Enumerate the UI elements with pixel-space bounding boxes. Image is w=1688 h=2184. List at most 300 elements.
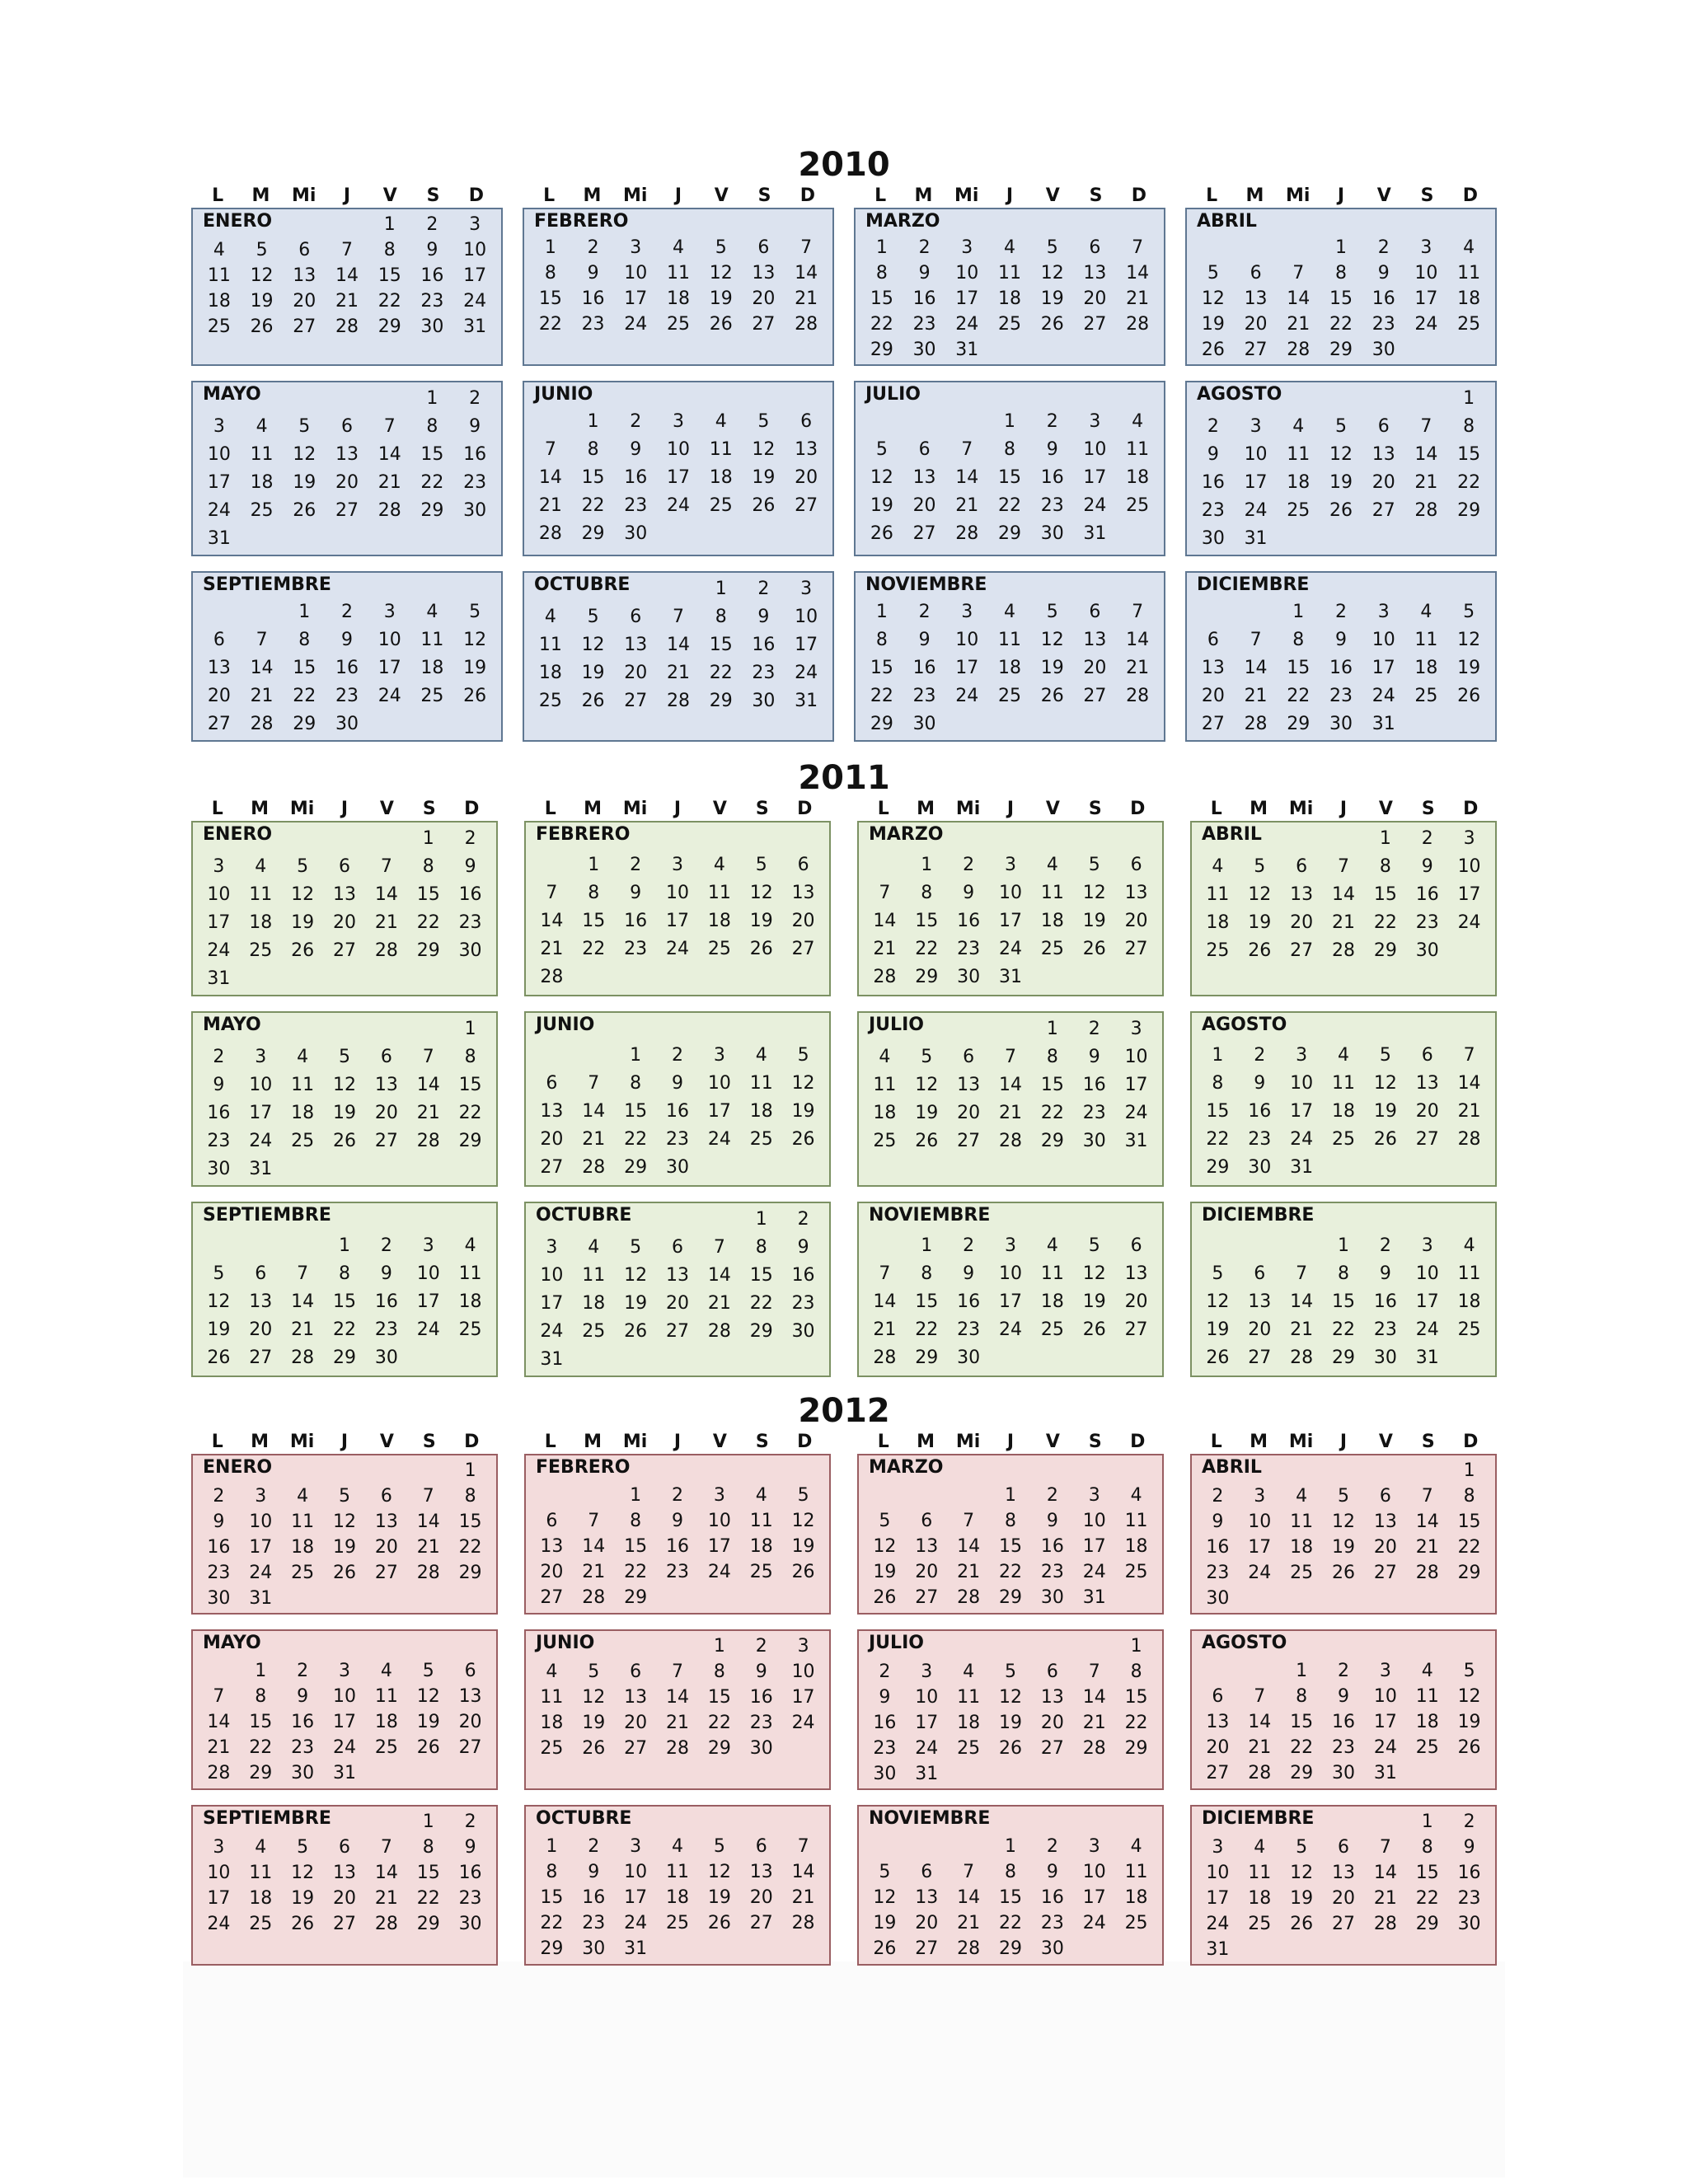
day-number: 16: [1415, 884, 1439, 905]
day-number: 20: [915, 1562, 939, 1582]
day-number: 10: [998, 883, 1022, 903]
day-number: 17: [1414, 288, 1438, 309]
day-number: 19: [752, 467, 776, 488]
day-number: 10: [791, 1661, 815, 1682]
day-number: 7: [340, 240, 353, 260]
day-number: 26: [293, 500, 316, 521]
day-grid: [531, 1834, 824, 1961]
empty-cell: [657, 1206, 699, 1234]
day-number: 30: [912, 714, 936, 734]
empty-cell: [1197, 1658, 1239, 1684]
day-number: 13: [1373, 1511, 1397, 1532]
day-number: 3: [961, 602, 973, 622]
day-number: 20: [293, 291, 316, 312]
day-number: 3: [255, 1486, 267, 1507]
day-number: 12: [1329, 444, 1353, 465]
day-number: 29: [1124, 1738, 1148, 1759]
day-number: 14: [998, 1075, 1022, 1095]
day-number: 22: [998, 1913, 1022, 1933]
day-number: 14: [582, 1536, 606, 1557]
day-number: 6: [755, 1836, 767, 1857]
day-number: 6: [918, 439, 931, 460]
day-number: 6: [1337, 1837, 1349, 1858]
day-number: 16: [1082, 1075, 1106, 1095]
day-number: 16: [582, 1887, 606, 1908]
day-number: 17: [1248, 1537, 1272, 1558]
day-number: 3: [1420, 237, 1432, 258]
day-number: 10: [624, 1862, 648, 1882]
day-number: 10: [955, 263, 979, 284]
day-number: 31: [463, 316, 487, 337]
day-number: 3: [1089, 411, 1101, 432]
day-number: 22: [1457, 472, 1481, 493]
weekday-label: S: [1420, 185, 1434, 206]
day-number: 10: [207, 884, 231, 905]
day-number: 5: [338, 1486, 350, 1507]
day-number: 14: [1244, 658, 1268, 678]
day-number: 2: [426, 214, 438, 235]
day-number: 2: [755, 1636, 767, 1657]
day-number: 12: [1040, 263, 1064, 284]
day-number: 5: [256, 240, 268, 260]
weekday-label: V: [1378, 799, 1393, 819]
day-number: 28: [377, 500, 401, 521]
day-number: 10: [707, 1073, 731, 1094]
day-number: 2: [879, 1661, 891, 1682]
day-number: 9: [464, 1837, 476, 1858]
day-number: 16: [1040, 1887, 1064, 1908]
day-number: 22: [1206, 1129, 1230, 1150]
month-name: MARZO: [869, 1457, 944, 1478]
day-number: 27: [1083, 686, 1107, 706]
day-number: 12: [1206, 1291, 1230, 1312]
day-number: 2: [918, 602, 931, 622]
month-column: [523, 185, 834, 742]
day-number: 5: [715, 237, 727, 258]
day-number: 3: [671, 855, 683, 875]
day-number: 9: [757, 607, 770, 627]
day-number: 30: [458, 940, 482, 961]
day-number: 26: [870, 523, 893, 544]
day-number: 30: [749, 1738, 773, 1759]
day-number: 27: [540, 1587, 564, 1608]
empty-cell: [1406, 1458, 1448, 1483]
day-number: 3: [1130, 1019, 1142, 1039]
day-number: 24: [998, 1319, 1022, 1340]
day-number: 21: [1373, 1888, 1397, 1909]
day-number: 3: [338, 1661, 350, 1681]
empty-cell: [1192, 598, 1235, 626]
weekday-label: L: [1206, 185, 1218, 206]
day-number: 17: [915, 1713, 939, 1733]
day-number: 9: [213, 1511, 225, 1532]
day-number: 31: [955, 340, 979, 360]
day-number: 20: [1290, 912, 1314, 933]
day-number: 20: [335, 472, 359, 493]
weekday-label: J: [340, 1432, 349, 1452]
day-number: 2: [297, 1661, 309, 1681]
day-number: 21: [582, 1562, 606, 1582]
day-number: 25: [540, 1738, 564, 1759]
day-number: 1: [422, 828, 434, 849]
day-number: 9: [755, 1661, 767, 1682]
day-grid: [1197, 1809, 1490, 1962]
month-box: [854, 208, 1165, 366]
day-number: 10: [624, 263, 648, 284]
day-number: 22: [332, 1319, 356, 1340]
day-number: 10: [915, 1687, 939, 1708]
day-number: 2: [963, 1235, 975, 1256]
day-grid: [1192, 598, 1490, 738]
day-number: 24: [249, 1131, 273, 1151]
day-number: 25: [997, 686, 1021, 706]
day-number: 29: [915, 1347, 939, 1368]
weekday-label: M: [251, 185, 270, 206]
day-number: 21: [335, 291, 359, 312]
empty-cell: [198, 1658, 240, 1684]
day-number: 11: [1287, 444, 1311, 465]
day-number: 5: [1337, 1486, 1349, 1507]
day-number: 9: [380, 1263, 392, 1284]
empty-cell: [948, 1483, 990, 1508]
day-number: 5: [797, 1485, 809, 1506]
day-number: 1: [426, 388, 438, 409]
day-number: 22: [749, 1293, 773, 1314]
day-number: 16: [665, 1101, 689, 1122]
day-number: 17: [1124, 1075, 1148, 1095]
day-number: 15: [540, 1887, 564, 1908]
day-number: 26: [416, 1737, 440, 1758]
day-number: 8: [1379, 856, 1391, 877]
day-number: 19: [1373, 1101, 1397, 1122]
day-grid: [1197, 1658, 1490, 1786]
day-number: 27: [1244, 340, 1268, 360]
day-number: 20: [1372, 472, 1395, 493]
day-number: 1: [544, 237, 556, 258]
empty-cell: [864, 1232, 906, 1260]
day-number: 25: [291, 1131, 315, 1151]
day-number: 24: [1206, 1914, 1230, 1934]
day-number: 15: [1290, 1712, 1314, 1732]
day-number: 7: [1254, 1686, 1266, 1707]
day-number: 15: [870, 658, 893, 678]
day-number: 23: [1373, 1319, 1397, 1340]
day-grid: [531, 851, 824, 991]
day-number: 1: [546, 1836, 558, 1857]
day-number: 22: [624, 1562, 648, 1582]
day-number: 10: [707, 1511, 731, 1531]
day-number: 20: [332, 912, 356, 933]
day-number: 1: [713, 1636, 725, 1657]
day-number: 2: [587, 237, 599, 258]
day-number: 30: [1329, 714, 1353, 734]
day-number: 8: [1004, 1862, 1016, 1882]
day-number: 1: [1379, 828, 1391, 849]
day-number: 17: [1373, 1712, 1397, 1732]
day-number: 3: [1004, 855, 1016, 875]
day-number: 13: [1040, 1687, 1064, 1708]
day-number: 24: [624, 1913, 648, 1933]
day-number: 21: [955, 495, 979, 516]
day-number: 22: [540, 1913, 564, 1933]
day-number: 13: [1244, 288, 1268, 309]
weekday-label: M: [914, 185, 933, 206]
day-number: 21: [1244, 686, 1268, 706]
day-number: 11: [1415, 1686, 1439, 1707]
day-number: 7: [256, 630, 268, 650]
empty-cell: [1277, 385, 1320, 413]
day-number: 31: [1372, 714, 1395, 734]
day-number: 18: [207, 291, 231, 312]
month-box: [191, 1202, 498, 1377]
empty-cell: [1405, 385, 1448, 413]
day-number: 7: [213, 1686, 225, 1707]
day-number: 19: [332, 1537, 356, 1558]
day-number: 9: [1046, 439, 1058, 460]
day-number: 14: [665, 1687, 689, 1708]
day-number: 27: [374, 1563, 398, 1583]
day-number: 29: [416, 1914, 440, 1934]
day-number: 24: [998, 939, 1022, 959]
day-number: 15: [377, 265, 401, 286]
day-number: 3: [1421, 1235, 1433, 1256]
day-number: 11: [709, 439, 733, 460]
day-number: 8: [546, 1862, 558, 1882]
empty-cell: [365, 1458, 407, 1483]
day-number: 3: [1296, 1045, 1308, 1066]
day-number: 29: [998, 1938, 1022, 1959]
day-number: 14: [1373, 1863, 1397, 1883]
day-number: 21: [957, 1913, 981, 1933]
weekday-label: J: [1006, 799, 1015, 819]
month-name: OCTUBRE: [534, 574, 631, 595]
weekday-label: J: [674, 185, 682, 206]
day-number: 3: [546, 1237, 558, 1258]
weekday-label: D: [464, 799, 480, 819]
day-number: 15: [1457, 444, 1481, 465]
day-number: 24: [207, 1914, 231, 1934]
day-number: 12: [749, 883, 773, 903]
day-number: 22: [1331, 1319, 1355, 1340]
day-number: 1: [1004, 1485, 1016, 1506]
day-number: 18: [1287, 472, 1311, 493]
day-number: 25: [957, 1738, 981, 1759]
day-number: 13: [332, 884, 356, 905]
day-number: 26: [1206, 1347, 1230, 1368]
weekday-label: S: [1421, 799, 1435, 819]
day-number: 27: [912, 523, 936, 544]
day-number: 27: [752, 314, 776, 335]
month-name: MARZO: [869, 824, 944, 845]
day-number: 23: [582, 1913, 606, 1933]
day-number: 4: [963, 1661, 975, 1682]
day-number: 7: [671, 1661, 683, 1682]
day-number: 8: [1130, 1661, 1142, 1682]
day-number: 18: [997, 288, 1021, 309]
day-number: 10: [1206, 1863, 1230, 1883]
day-number: 25: [1415, 1737, 1439, 1758]
day-number: 19: [291, 912, 315, 933]
day-number: 20: [1083, 658, 1107, 678]
day-number: 30: [1040, 523, 1064, 544]
day-number: 27: [249, 1347, 273, 1368]
day-number: 20: [1248, 1319, 1272, 1340]
day-number: 7: [1132, 237, 1144, 258]
day-number: 11: [582, 1265, 606, 1286]
month-name: OCTUBRE: [536, 1205, 632, 1226]
day-number: 25: [1457, 1319, 1481, 1340]
day-number: 4: [256, 416, 268, 437]
day-number: 26: [1040, 314, 1064, 335]
day-number: 14: [1415, 1511, 1439, 1532]
day-number: 29: [709, 691, 733, 711]
weekday-label: S: [1088, 1432, 1102, 1452]
day-number: 25: [666, 314, 690, 335]
day-number: 4: [755, 1045, 767, 1066]
empty-cell: [407, 1015, 449, 1043]
day-grid: [1197, 1232, 1490, 1372]
weekday-label: S: [1088, 799, 1102, 819]
weekday-header-row: [191, 798, 498, 821]
day-number: 30: [624, 523, 648, 544]
day-number: 2: [671, 1485, 683, 1506]
month-column: [1185, 185, 1497, 742]
day-number: 6: [1421, 1045, 1433, 1066]
day-number: 2: [630, 855, 642, 875]
day-number: 5: [1463, 602, 1475, 622]
day-number: 26: [1248, 940, 1272, 961]
day-number: 14: [416, 1075, 440, 1095]
day-number: 30: [1248, 1157, 1272, 1178]
day-number: 3: [1379, 1661, 1391, 1681]
day-number: 16: [1329, 658, 1353, 678]
day-grid: [1192, 235, 1490, 363]
day-number: 9: [879, 1687, 891, 1708]
day-number: 10: [1290, 1073, 1314, 1094]
day-number: 24: [1082, 1562, 1106, 1582]
day-number: 4: [464, 1235, 476, 1256]
weekday-label: L: [544, 1432, 556, 1452]
day-number: 20: [458, 1712, 482, 1732]
day-number: 28: [291, 1347, 315, 1368]
day-number: 10: [463, 240, 487, 260]
day-number: 23: [1040, 495, 1064, 516]
month-box: [523, 381, 834, 556]
day-number: 22: [458, 1103, 482, 1123]
day-number: 21: [538, 495, 562, 516]
day-number: 4: [546, 1661, 558, 1682]
empty-cell: [698, 1206, 740, 1234]
day-number: 27: [957, 1131, 981, 1151]
day-number: 1: [875, 602, 888, 622]
year-block-2010: [191, 147, 1497, 742]
day-number: 25: [1124, 1562, 1148, 1582]
day-number: 20: [1124, 1291, 1148, 1312]
day-number: 16: [1040, 1536, 1064, 1557]
empty-cell: [326, 212, 368, 237]
day-number: 19: [998, 1713, 1022, 1733]
day-number: 26: [624, 1321, 648, 1342]
weekday-label: Mi: [955, 1432, 981, 1452]
day-number: 9: [1379, 1263, 1391, 1284]
day-number: 12: [873, 1887, 897, 1908]
day-number: 5: [298, 416, 311, 437]
day-number: 15: [1373, 884, 1397, 905]
day-number: 13: [458, 1686, 482, 1707]
day-number: 7: [422, 1047, 434, 1067]
day-number: 13: [624, 635, 648, 655]
day-number: 23: [912, 686, 936, 706]
day-number: 27: [332, 940, 356, 961]
day-number: 26: [1040, 686, 1064, 706]
day-number: 30: [791, 1321, 815, 1342]
day-number: 10: [249, 1511, 273, 1532]
day-number: 20: [249, 1319, 273, 1340]
weekday-label: V: [1045, 799, 1060, 819]
empty-cell: [324, 1458, 366, 1483]
day-number: 8: [1463, 416, 1475, 437]
empty-cell: [573, 1483, 615, 1508]
day-number: 1: [422, 1811, 434, 1832]
day-number: 25: [997, 314, 1021, 335]
month-name: JUNIO: [534, 384, 593, 405]
day-number: 24: [666, 495, 690, 516]
day-number: 13: [1201, 658, 1225, 678]
day-number: 24: [795, 663, 818, 683]
day-number: 23: [463, 472, 487, 493]
day-number: 20: [624, 1713, 648, 1733]
day-number: 8: [630, 1511, 642, 1531]
day-number: 30: [420, 316, 444, 337]
empty-cell: [283, 212, 326, 237]
day-number: 3: [1088, 1836, 1100, 1857]
day-number: 1: [1337, 1235, 1349, 1256]
day-number: 18: [749, 1101, 773, 1122]
day-number: 25: [582, 1321, 606, 1342]
day-number: 25: [707, 939, 731, 959]
day-number: 22: [707, 1713, 731, 1733]
day-number: 24: [377, 686, 401, 706]
day-number: 2: [1254, 1045, 1266, 1066]
day-number: 23: [335, 686, 359, 706]
day-number: 12: [791, 1511, 815, 1531]
day-number: 11: [997, 263, 1021, 284]
day-number: 12: [581, 635, 605, 655]
day-number: 13: [374, 1511, 398, 1532]
empty-cell: [657, 575, 700, 603]
day-number: 22: [1415, 1888, 1439, 1909]
day-number: 11: [1206, 884, 1230, 905]
day-number: 26: [1457, 686, 1481, 706]
empty-cell: [948, 1834, 990, 1859]
day-number: 7: [1379, 1837, 1391, 1858]
day-number: 27: [207, 714, 231, 734]
day-number: 17: [665, 911, 689, 931]
day-number: 23: [207, 1563, 231, 1583]
day-number: 29: [540, 1938, 564, 1959]
year-title: 2010: [798, 146, 890, 184]
day-number: 27: [458, 1737, 482, 1758]
day-number: 4: [713, 855, 725, 875]
empty-cell: [531, 851, 573, 879]
weekday-label: V: [382, 185, 397, 206]
day-number: 13: [1372, 444, 1395, 465]
day-number: 19: [1040, 288, 1064, 309]
month-box: [1185, 208, 1497, 366]
day-number: 16: [1373, 1291, 1397, 1312]
month-name: JUNIO: [536, 1633, 595, 1653]
day-number: 19: [581, 663, 605, 683]
